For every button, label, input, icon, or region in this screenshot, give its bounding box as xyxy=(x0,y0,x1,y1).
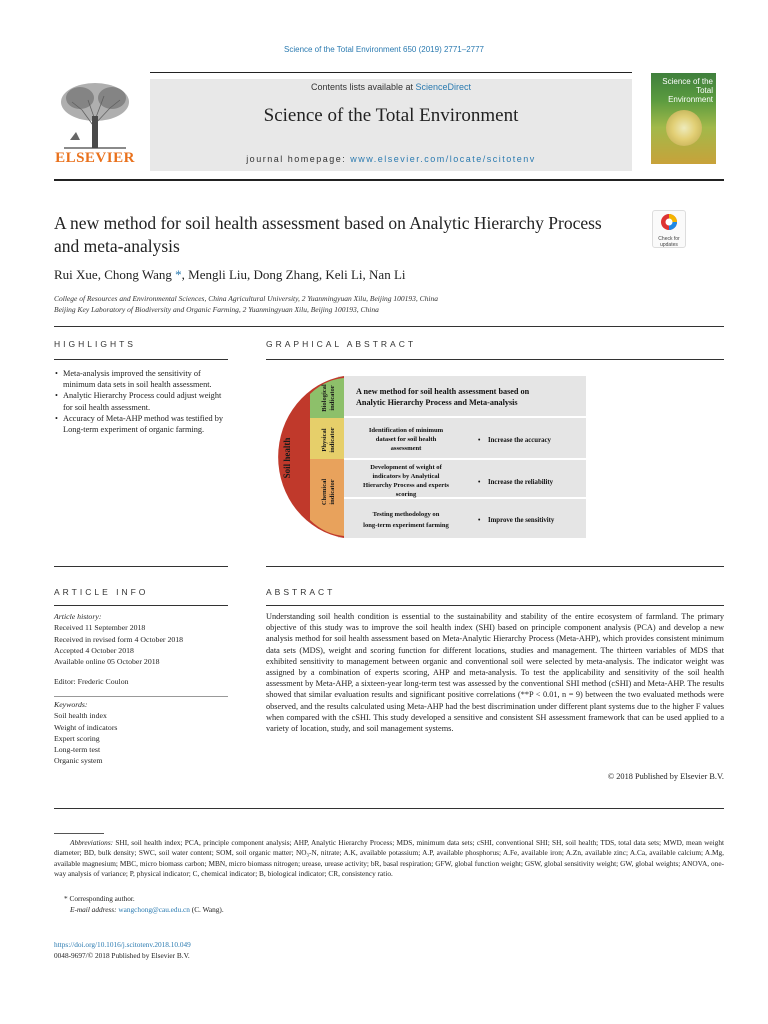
history-received: Received 11 September 2018 xyxy=(54,623,146,633)
keyword-item: Organic system xyxy=(54,756,103,766)
soil-health-label: Soil health xyxy=(282,437,292,479)
ga-row2-text-3: Hierarchy Process and experts xyxy=(362,482,450,489)
ga-row1-text-2: dataset for soil health xyxy=(375,436,437,443)
ga-row3-bullet: • xyxy=(478,517,481,524)
ga-row2-bullet: • xyxy=(478,479,481,486)
journal-citation[interactable]: Science of the Total Environment 650 (2019) 2771–2777 xyxy=(284,45,484,54)
header-rule xyxy=(150,72,632,73)
highlights-list xyxy=(54,368,232,435)
ga-title-line-2: Analytic Hierarchy Process and Meta-analysis xyxy=(356,398,518,407)
keyword-item: Expert scoring xyxy=(54,733,100,743)
email-link[interactable]: wangchong@cau.edu.cn xyxy=(118,905,190,914)
history-revised: Received in revised form 4 October 2018 xyxy=(54,634,184,644)
abstract-rule xyxy=(266,605,724,606)
corresponding-star: * xyxy=(64,894,68,903)
biological-indicator-label: Biological xyxy=(321,384,328,412)
cover-flower-icon xyxy=(666,110,702,146)
ga-row2-text-4: scoring xyxy=(395,491,417,498)
history-label: Article history: xyxy=(54,612,102,621)
article-info-heading: ARTICLE INFO xyxy=(54,587,149,597)
ga-row1-text-1: Identification of minimum xyxy=(368,427,444,434)
ga-row3-text-1: Testing methodology on xyxy=(372,511,440,518)
ga-row3-result: Improve the sensitivity xyxy=(488,517,555,524)
article-info-rule xyxy=(54,605,228,606)
crossmark-icon xyxy=(660,213,678,231)
affiliations xyxy=(54,293,694,315)
abbreviations-text: SHI, soil health index; PCA, principle component analysis; AHP, Analytic Hierarchy Process; MDS, minimum data sets; cSHI, conventional SHI; SH, soil health; TDS, total data sets; MWD, mean weight diameter; BD, bulk density; SWC, soil water content; SOM, soil organic matter; NO₃-N, nitrate; A.K, available potassium; A.P, available phosphorus; A.Fe, available iron; A.Zn, available zinc; A.Ca, available calcium; A.Mg, available magnesium; MBC, micro biomass carbon; MBN, micro biomass nitrogen; urease, urease activity; bR, basal respiration; GFW, global function weight; GSW, global sensitivity weight; GW, global weights; ANOVA, one-way analysis of variance; P, physical indicator; C, chemical indicator; B, biological indicator; CR, consistency ratio. xyxy=(54,838,724,879)
abstract-heading: ABSTRACT xyxy=(266,587,336,597)
article-title: A new method for soil health assessment based on Analytic Hierarchy Process and meta-analysis xyxy=(54,213,602,256)
physical-indicator-label: Physical xyxy=(321,428,328,452)
keywords-label: Keywords: xyxy=(54,700,88,709)
highlight-item: • Meta-analysis improved the sensitivity of minimum data sets in soil health assessment. xyxy=(54,368,232,390)
banner-bottom-rule xyxy=(54,179,724,181)
crossmark-label-1: Check for xyxy=(658,236,680,242)
keyword-item: Weight of indicators xyxy=(54,722,118,732)
corresponding-text: Corresponding author. xyxy=(67,894,135,903)
chemical-indicator-label-2: indicator xyxy=(329,479,336,505)
keywords-rule xyxy=(54,696,228,697)
abstract-text: Understanding soil health condition is essential to the sustainability and stability of the entire ecosystem of farmland. The primary objective of this study was to improve the soil health index (SHI) based on principle component analysis (PCA) and develop a new analysis method for soil health assessment based on Meta-Analytic Hierarchy Process (Meta-AHP), which provides consistent minimum data sets (MDS), weight and scoring function for different locations, studies and management. The thirteen variables of MDS that exhibited sensitivity to management between organic and conventional soil were selected by meta-analysis. The indicator weight was assigned by a combination of experts scoring, AHP and meta-analysis. To test the applicability and sensitivity of the soil health assessment by Meta-AHP, a sixteen-year long-term test was assessed by the conventional SHI method (cSHI) and Meta-AHP. The results showed that similar evaluation results and significant positive correlations (**P < 0.01, n = 9) between the two evaluated methods were observed, and the results calculated using Meta-AHP had the best discrimination under different plant systems due to the higher F values when compared with the cSHI. This study developed a sensitive and consistent SH assessment framework that can be used applied to a variety of location, study, and soil management systems. xyxy=(266,612,724,734)
contents-prefix: Contents lists available at xyxy=(310,82,416,92)
highlights-heading: HIGHLIGHTS xyxy=(54,339,136,349)
ga-row2-text-1: Development of weight of xyxy=(370,464,442,471)
graphical-abstract-bottom-rule xyxy=(266,566,724,567)
email-suffix: (C. Wang). xyxy=(189,905,224,914)
ga-title-line-1: A new method for soil health assessment based on xyxy=(356,387,530,396)
publisher-wordmark: ELSEVIER xyxy=(55,150,135,166)
ga-row2-text-2: indicators by Analytical xyxy=(372,473,440,480)
authors-first: Rui Xue, Chong Wang xyxy=(54,267,176,282)
sciencedirect-link[interactable]: ScienceDirect xyxy=(415,82,472,92)
keyword-item: Soil health index xyxy=(54,711,107,721)
graphical-abstract-figure xyxy=(266,374,588,540)
homepage-line xyxy=(150,154,632,164)
ga-row3-text-2: long-term experiment farming xyxy=(363,522,449,529)
title-block-rule xyxy=(54,326,724,327)
elsevier-tree-logo-icon xyxy=(54,80,136,150)
email-line xyxy=(70,905,470,915)
authors-rest: , Mengli Liu, Dong Zhang, Keli Li, Nan Li xyxy=(181,267,406,282)
ga-row2-result: Increase the reliability xyxy=(488,479,554,486)
highlight-item: • Analytic Hierarchy Process could adjust weight for soil health assessment. xyxy=(54,390,232,412)
author-list xyxy=(54,267,654,283)
biological-indicator-label-2: indicator xyxy=(329,385,336,411)
article-history xyxy=(54,611,232,667)
history-online: Available online 05 October 2018 xyxy=(54,657,160,667)
issn-line: 0048-9697/© 2018 Published by Elsevier B.V. xyxy=(54,951,190,960)
highlight-item: • Accuracy of Meta-AHP method was testified by Long-term experiment of organic farming. xyxy=(54,413,232,435)
journal-title: Science of the Total Environment xyxy=(263,105,519,126)
front-matter-bottom-rule xyxy=(54,808,724,809)
abbreviations-footnote xyxy=(54,838,724,880)
corresponding-author-note xyxy=(64,894,464,904)
doi-link[interactable]: https://doi.org/10.1016/j.scitotenv.2018.10.049 xyxy=(54,940,191,949)
graphical-abstract-heading: GRAPHICAL ABSTRACT xyxy=(266,339,417,349)
email-label: E-mail address: xyxy=(70,905,117,914)
homepage-link[interactable]: www.elsevier.com/locate/scitotenv xyxy=(350,154,536,164)
crossmark-label-2: updates xyxy=(660,242,678,248)
cover-title: Science of the Total Environment xyxy=(662,77,713,104)
footnote-rule xyxy=(54,833,104,834)
graphical-abstract-rule xyxy=(266,359,724,360)
physical-indicator-label-2: indicator xyxy=(329,427,336,453)
corresponding-author-link[interactable]: * xyxy=(175,267,182,282)
editor-line: Editor: Frederic Coulon xyxy=(54,677,129,686)
highlights-bottom-rule xyxy=(54,566,228,567)
affiliation-1: College of Resources and Environmental Sciences, China Agricultural University, 2 Yuanmingyuan Xilu, Beijing 100193, China xyxy=(54,294,438,303)
abstract-copyright: © 2018 Published by Elsevier B.V. xyxy=(607,772,724,781)
contents-line xyxy=(150,82,632,92)
keyword-item: Long-term test xyxy=(54,745,101,755)
keywords xyxy=(54,699,232,767)
homepage-prefix: journal homepage: xyxy=(246,154,351,164)
history-accepted: Accepted 4 October 2018 xyxy=(54,645,134,655)
highlights-rule xyxy=(54,359,228,360)
ga-row1-result: Increase the accuracy xyxy=(488,437,551,444)
check-for-updates-badge[interactable] xyxy=(652,210,686,248)
ga-row1-text-3: assessment xyxy=(390,445,422,452)
abbreviations-label: Abbreviations: xyxy=(70,838,114,847)
chemical-indicator-label: Chemical xyxy=(321,478,328,506)
ga-row1-bullet: • xyxy=(478,437,481,444)
affiliation-2: Beijing Key Laboratory of Biodiversity and Organic Farming, 2 Yuanmingyuan Xilu, Beijing 100193, China xyxy=(54,305,379,314)
